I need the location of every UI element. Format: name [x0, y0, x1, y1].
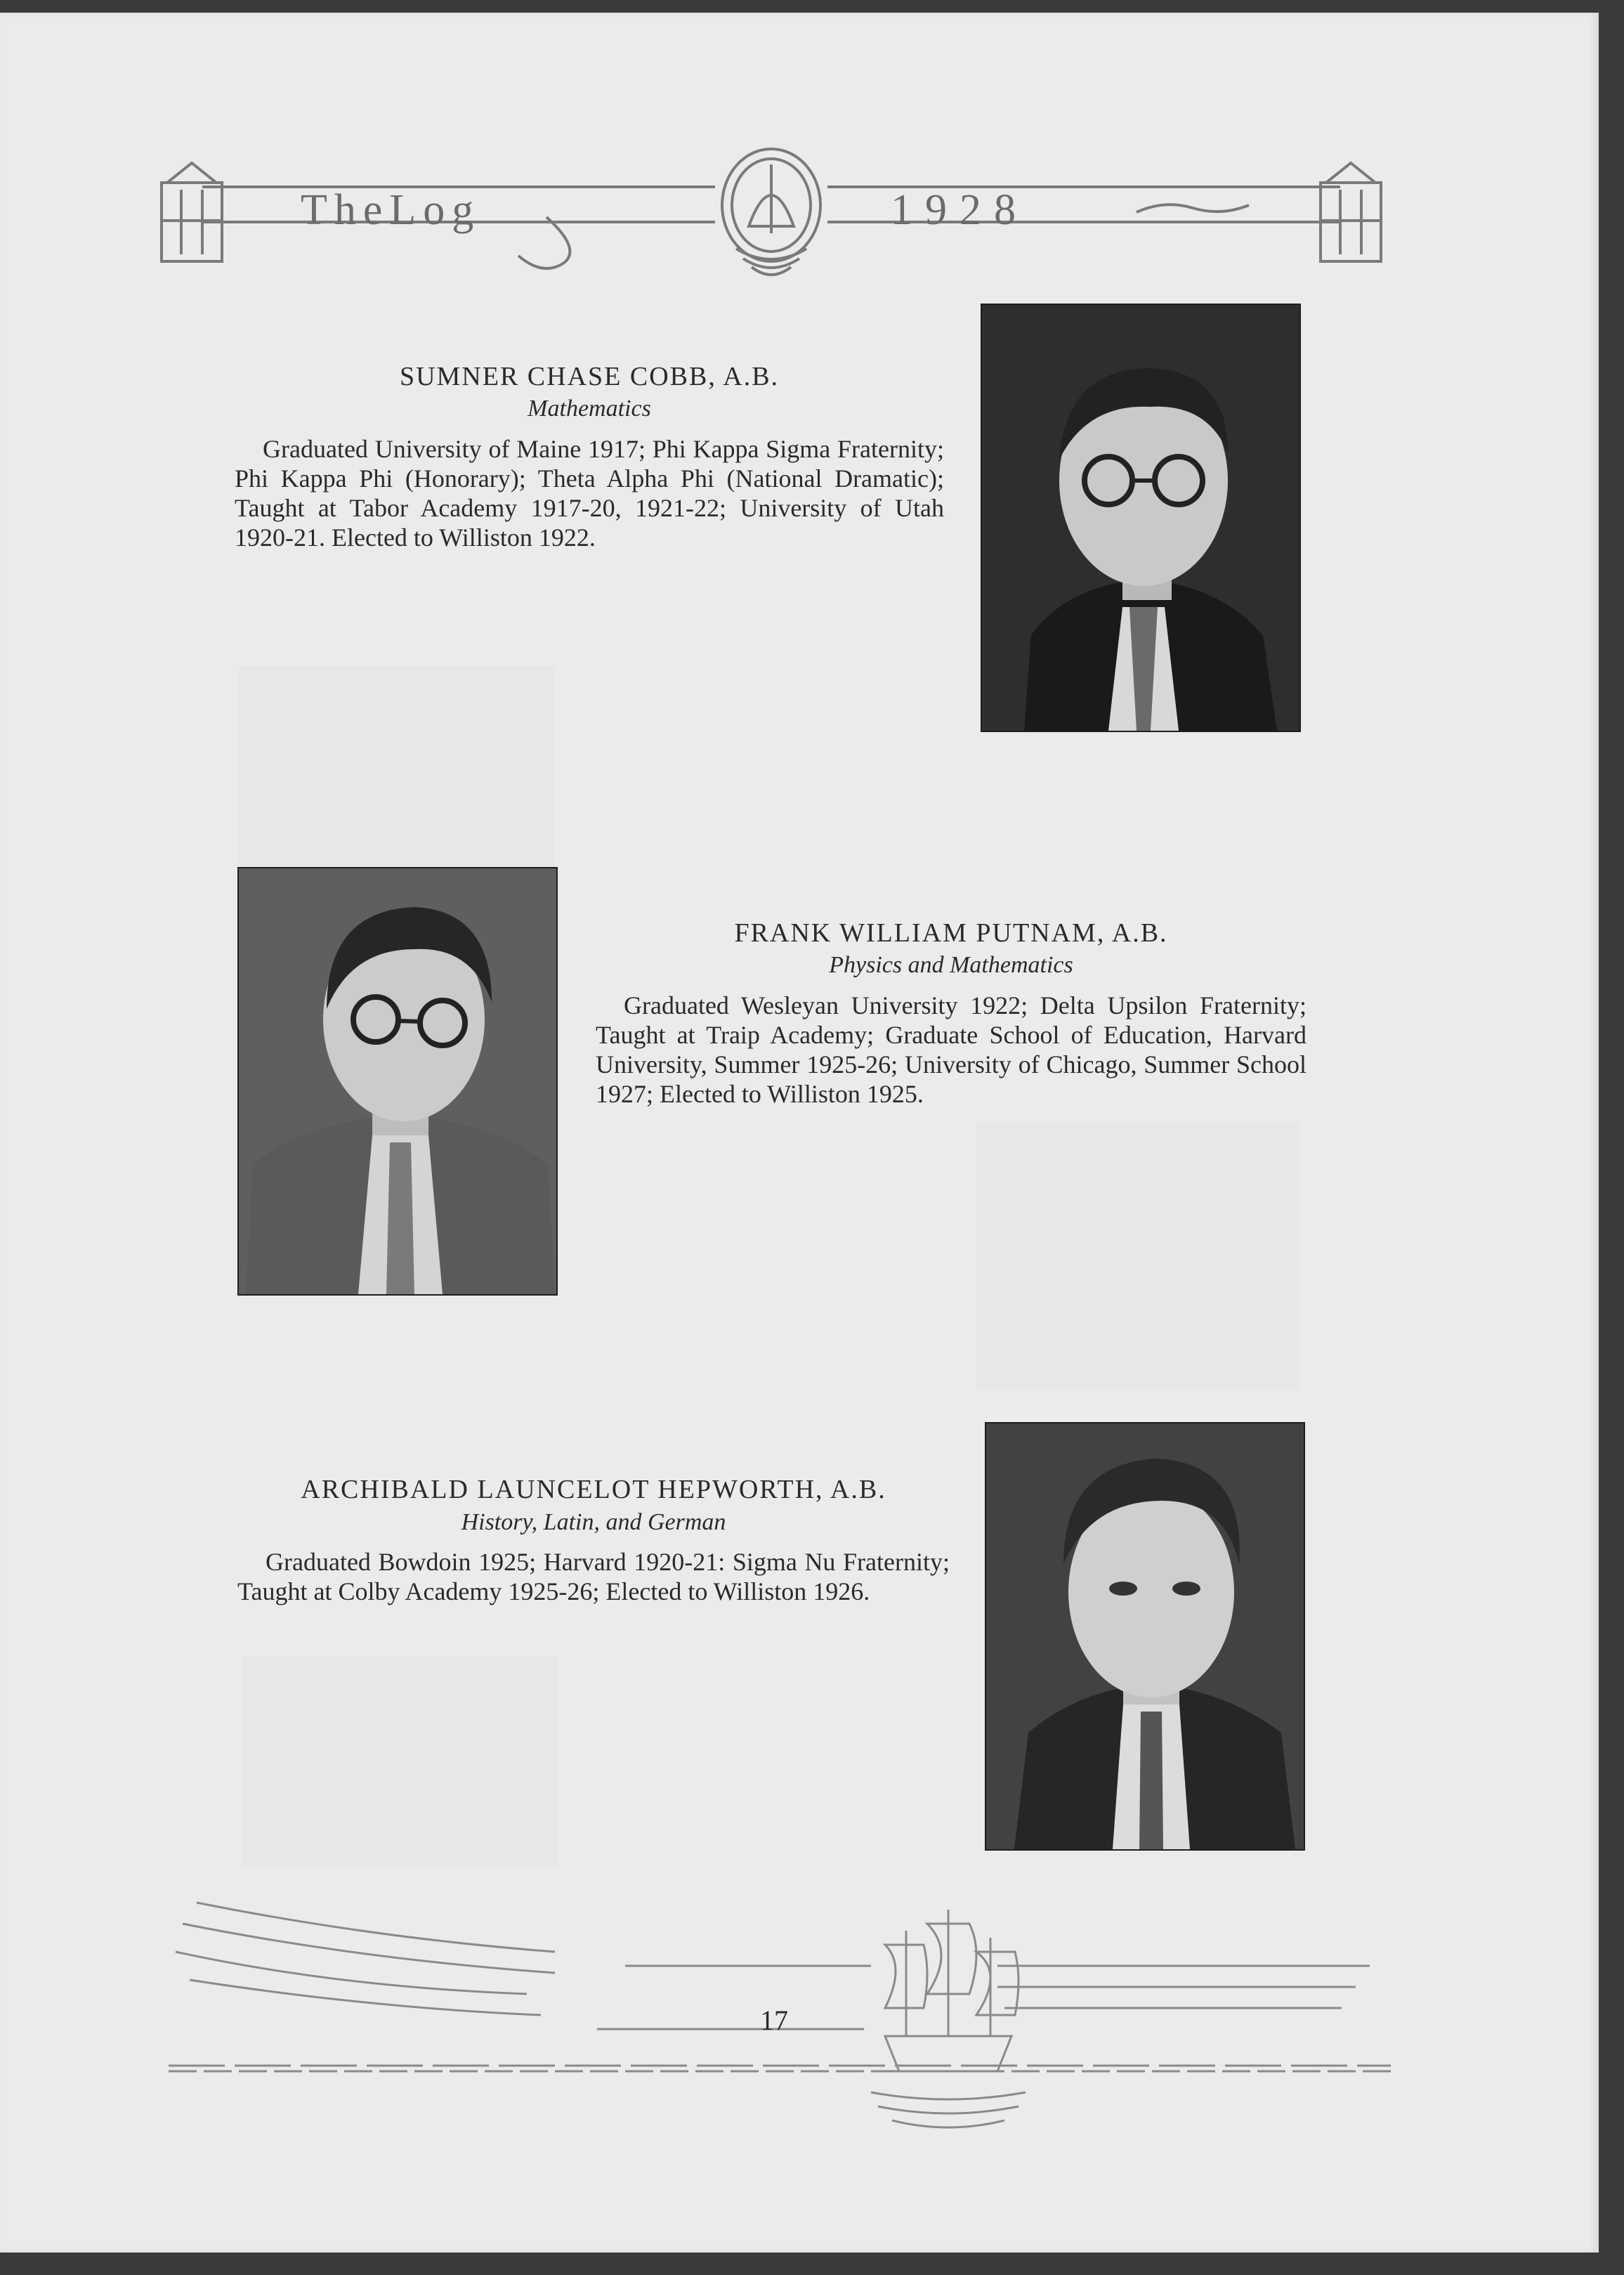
yearbook-page: [0, 13, 1599, 2253]
faculty-name: FRANK WILLIAM PUTNAM, A.B.: [734, 918, 1168, 948]
faculty-portrait: [981, 304, 1301, 732]
yearbook-title: TheLog: [301, 186, 481, 234]
faculty-bio: Graduated Wesleyan University 1922; Delta Upsilon Fraternity; Taught at Traip Academy; Graduate School of Education, Harvard University, Summer 1925-26; University of Chicago, Summer School 1927; Elected to Williston 1925.: [596, 991, 1307, 1108]
faculty-department: Mathematics: [528, 396, 651, 422]
faculty-department: History, Latin, and German: [461, 1509, 726, 1535]
faculty-portrait: [237, 867, 558, 1296]
faculty-bio: Graduated University of Maine 1917; Phi Kappa Sigma Fraternity; Phi Kappa Phi (Honorary); Theta Alpha Phi (National Dramatic); Taught at Tabor Academy 1917-20, 1921-22; University of Utah 1920-21. Elected to Williston 1922.: [235, 435, 944, 552]
faculty-portrait: [985, 1422, 1305, 1851]
show-through-shadow: [242, 1657, 558, 1867]
yearbook-year: 1928: [891, 186, 1028, 234]
show-through-shadow: [239, 666, 555, 877]
show-through-shadow: [976, 1123, 1299, 1390]
faculty-name: SUMNER CHASE COBB, A.B.: [399, 362, 780, 391]
faculty-name: ARCHIBALD LAUNCELOT HEPWORTH, A.B.: [301, 1475, 886, 1504]
page-number: 17: [760, 2005, 788, 2036]
faculty-department: Physics and Mathematics: [829, 952, 1073, 978]
faculty-bio: Graduated Bowdoin 1925; Harvard 1920-21: Sigma Nu Fraternity; Taught at Colby Academy 1925-26; Elected to Williston 1926.: [237, 1548, 950, 1605]
